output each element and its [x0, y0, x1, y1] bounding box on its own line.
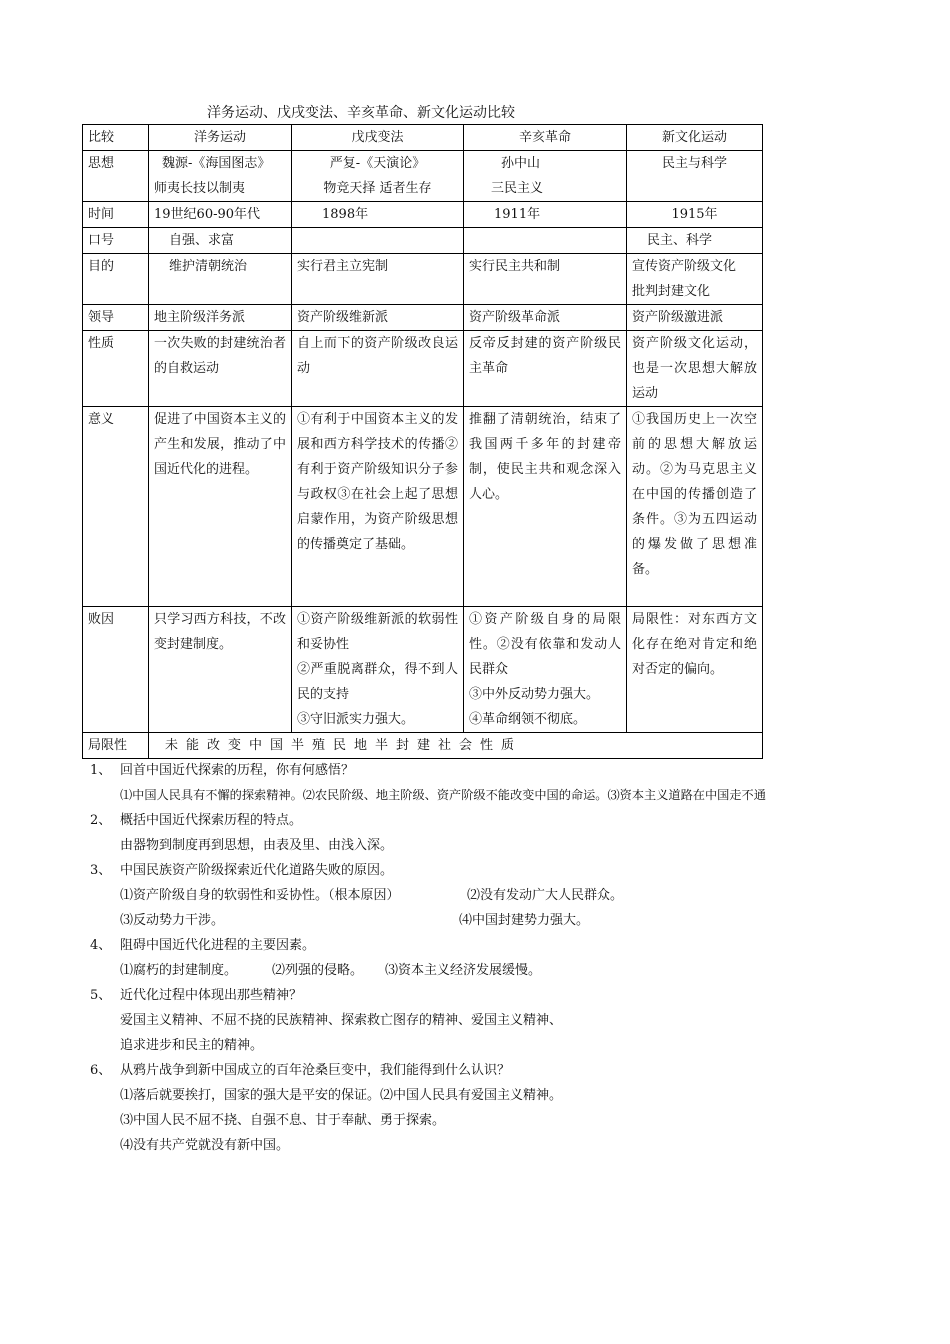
- table-cell: 民主、科学: [627, 228, 763, 254]
- question-number: 1、: [90, 763, 112, 778]
- cell-line: ②严重脱离群众，得不到人民的支持: [297, 662, 458, 702]
- answer-line: ⑴落后就要挨打，国家的强大是平安的保证。⑵中国人民具有爱国主义精神。: [120, 1088, 563, 1103]
- question-text: 回首中国近代探索的历程，你有何感悟？: [120, 763, 355, 778]
- table-cell: 局限性：对东西方文化存在绝对肯定和绝对否定的偏向。: [627, 607, 763, 733]
- row-label: 时间: [83, 202, 149, 228]
- row-label: 意义: [83, 407, 149, 607]
- question-item: [90, 858, 766, 883]
- question-text: 阻碍中国近代化进程的主要因素。: [120, 938, 316, 953]
- row-label: 领导: [83, 305, 149, 331]
- table-cell: [464, 607, 627, 733]
- header-cell: 辛亥革命: [464, 125, 627, 151]
- question-number: 2、: [90, 813, 112, 828]
- question-text: 中国民族资产阶级探索近代化道路失败的原因。: [120, 863, 394, 878]
- table-cell: 未能改变中国半殖民地半封建社会性质: [149, 733, 763, 759]
- answer-part: ⑶反动势力干涉。: [120, 913, 225, 928]
- table-row: [83, 151, 763, 202]
- question-number: 6、: [90, 1063, 112, 1078]
- cell-line: ①资产阶级自身的局限性。②没有依靠和发动人民群众: [469, 612, 621, 677]
- question-number: 3、: [90, 863, 112, 878]
- cell-line: 批判封建文化: [632, 284, 711, 299]
- question-item: [90, 808, 766, 833]
- table-cell: 1898年: [292, 202, 464, 228]
- answer-line: [90, 958, 766, 983]
- question-item: [90, 933, 766, 958]
- row-label: 目的: [83, 254, 149, 305]
- answer-line: 由器物到制度再到思想，由表及里、由浅入深。: [120, 838, 394, 853]
- table-cell: 19世纪60-90年代: [149, 202, 292, 228]
- cell-line: 师夷长技以制夷: [154, 181, 246, 196]
- header-cell: 洋务运动: [149, 125, 292, 151]
- answer-line: ⑶中国人民不屈不挠、自强不息、甘于奉献、勇于探索。: [120, 1113, 446, 1128]
- table-cell: 反帝反封建的资产阶级民主革命: [464, 331, 627, 407]
- cell-line: 孙中山: [501, 156, 541, 171]
- table-cell: 资产阶级维新派: [292, 305, 464, 331]
- cell-line: ④革命纲领不彻底。: [469, 712, 587, 727]
- cell-line: ③中外反动势力强大。: [469, 687, 600, 702]
- header-cell: 戊戌变法: [292, 125, 464, 151]
- table-cell: 一次失败的封建统治者的自救运动: [149, 331, 292, 407]
- table-cell: 1915年: [627, 202, 763, 228]
- question-text: 从鸦片战争到新中国成立的百年沧桑巨变中，我们能得到什么认识？: [120, 1063, 511, 1078]
- table-cell: 推翻了清朝统治，结束了我国两千多年的封建帝制，使民主共和观念深入人心。: [464, 407, 627, 607]
- cell-line: ③守旧派实力强大。: [297, 712, 415, 727]
- table-cell: 民主与科学: [627, 151, 763, 202]
- answer-part: ⑶资本主义经济发展缓慢。: [385, 963, 542, 978]
- answer-line: 追求进步和民主的精神。: [120, 1038, 264, 1053]
- table-row: [83, 254, 763, 305]
- table-cell: ①我国历史上一次空前的思想大解放运动。②为马克思主义在中国的传播创造了条件。③为五四运动的爆发做了思想准备。: [627, 407, 763, 607]
- table-cell: [627, 254, 763, 305]
- row-label: 败因: [83, 607, 149, 733]
- table-row: [83, 331, 763, 407]
- comparison-table: [82, 124, 763, 759]
- answer-part: ⑵列强的侵略。: [272, 963, 364, 978]
- question-item: [90, 1058, 766, 1083]
- table-cell: [292, 228, 464, 254]
- table-cell: [292, 607, 464, 733]
- answer-line: [90, 883, 766, 908]
- table-cell: 资产阶级文化运动，也是一次思想大解放运动: [627, 331, 763, 407]
- table-cell: 1911年: [464, 202, 627, 228]
- table-cell: 只学习西方科技，不改变封建制度。: [149, 607, 292, 733]
- question-item: [90, 758, 766, 783]
- answer-part: ⑴资产阶级自身的软弱性和妥协性。（根本原因）: [120, 888, 400, 903]
- row-label: 思想: [83, 151, 149, 202]
- cell-line: 三民主义: [491, 181, 544, 196]
- table-row: [83, 733, 763, 759]
- table-cell: 自上而下的资产阶级改良运动: [292, 331, 464, 407]
- answer-line: ⑴中国人民具有不懈的探索精神。⑵农民阶级、地主阶级、资产阶级不能改变中国的命运。⑶资本主义道路在中国走不通: [120, 788, 766, 802]
- table-cell: [464, 151, 627, 202]
- question-text: 概括中国近代探索历程的特点。: [120, 813, 303, 828]
- table-cell: 维护清朝统治: [149, 254, 292, 305]
- document-title: 洋务运动、戊戌变法、辛亥革命、新文化运动比较: [207, 105, 515, 121]
- question-number: 5、: [90, 988, 112, 1003]
- table-cell: ①有利于中国资本主义的发展和西方科学技术的传播②有利于资产阶级知识分子参与政权③在社会上起了思想启蒙作用，为资产阶级思想的传播奠定了基础。: [292, 407, 464, 607]
- row-label: 口号: [83, 228, 149, 254]
- question-list: [90, 758, 766, 1158]
- answer-line: ⑷没有共产党就没有新中国。: [120, 1138, 290, 1153]
- table-cell: [292, 151, 464, 202]
- cell-line: ①资产阶级维新派的软弱性和妥协性: [297, 612, 458, 652]
- cell-line: 魏源-《海国图志》: [162, 156, 271, 171]
- header-cell: 新文化运动: [627, 125, 763, 151]
- table-cell: 实行君主立宪制: [292, 254, 464, 305]
- table-cell: 地主阶级洋务派: [149, 305, 292, 331]
- table-cell: 资产阶级革命派: [464, 305, 627, 331]
- row-label: 局限性: [83, 733, 149, 759]
- table-cell: [149, 151, 292, 202]
- table-row: [83, 407, 763, 607]
- question-number: 4、: [90, 938, 112, 953]
- answer-part: ⑴腐朽的封建制度。: [120, 963, 238, 978]
- table-cell: 自强、求富: [149, 228, 292, 254]
- table-row: [83, 607, 763, 733]
- table-row: [83, 228, 763, 254]
- cell-line: 严复-《天演论》: [329, 156, 426, 171]
- answer-part: ⑷中国封建势力强大。: [459, 913, 590, 928]
- cell-line: 宣传资产阶级文化: [632, 259, 737, 274]
- cell-line: 物竞天择 适者生存: [323, 181, 432, 196]
- row-label: 性质: [83, 331, 149, 407]
- table-cell: 促进了中国资本主义的产生和发展，推动了中国近代化的进程。: [149, 407, 292, 607]
- table-cell: 资产阶级激进派: [627, 305, 763, 331]
- answer-line: 爱国主义精神、不屈不挠的民族精神、探索救亡图存的精神、爱国主义精神、: [120, 1013, 563, 1028]
- table-row: [83, 305, 763, 331]
- question-text: 近代化过程中体现出那些精神？: [120, 988, 303, 1003]
- table-cell: [464, 228, 627, 254]
- answer-part: ⑵没有发动广大人民群众。: [467, 888, 624, 903]
- table-cell: 实行民主共和制: [464, 254, 627, 305]
- question-item: [90, 983, 766, 1008]
- header-cell: 比较: [83, 125, 149, 151]
- table-row: [83, 202, 763, 228]
- table-header-row: [83, 125, 763, 151]
- answer-line: [90, 908, 766, 933]
